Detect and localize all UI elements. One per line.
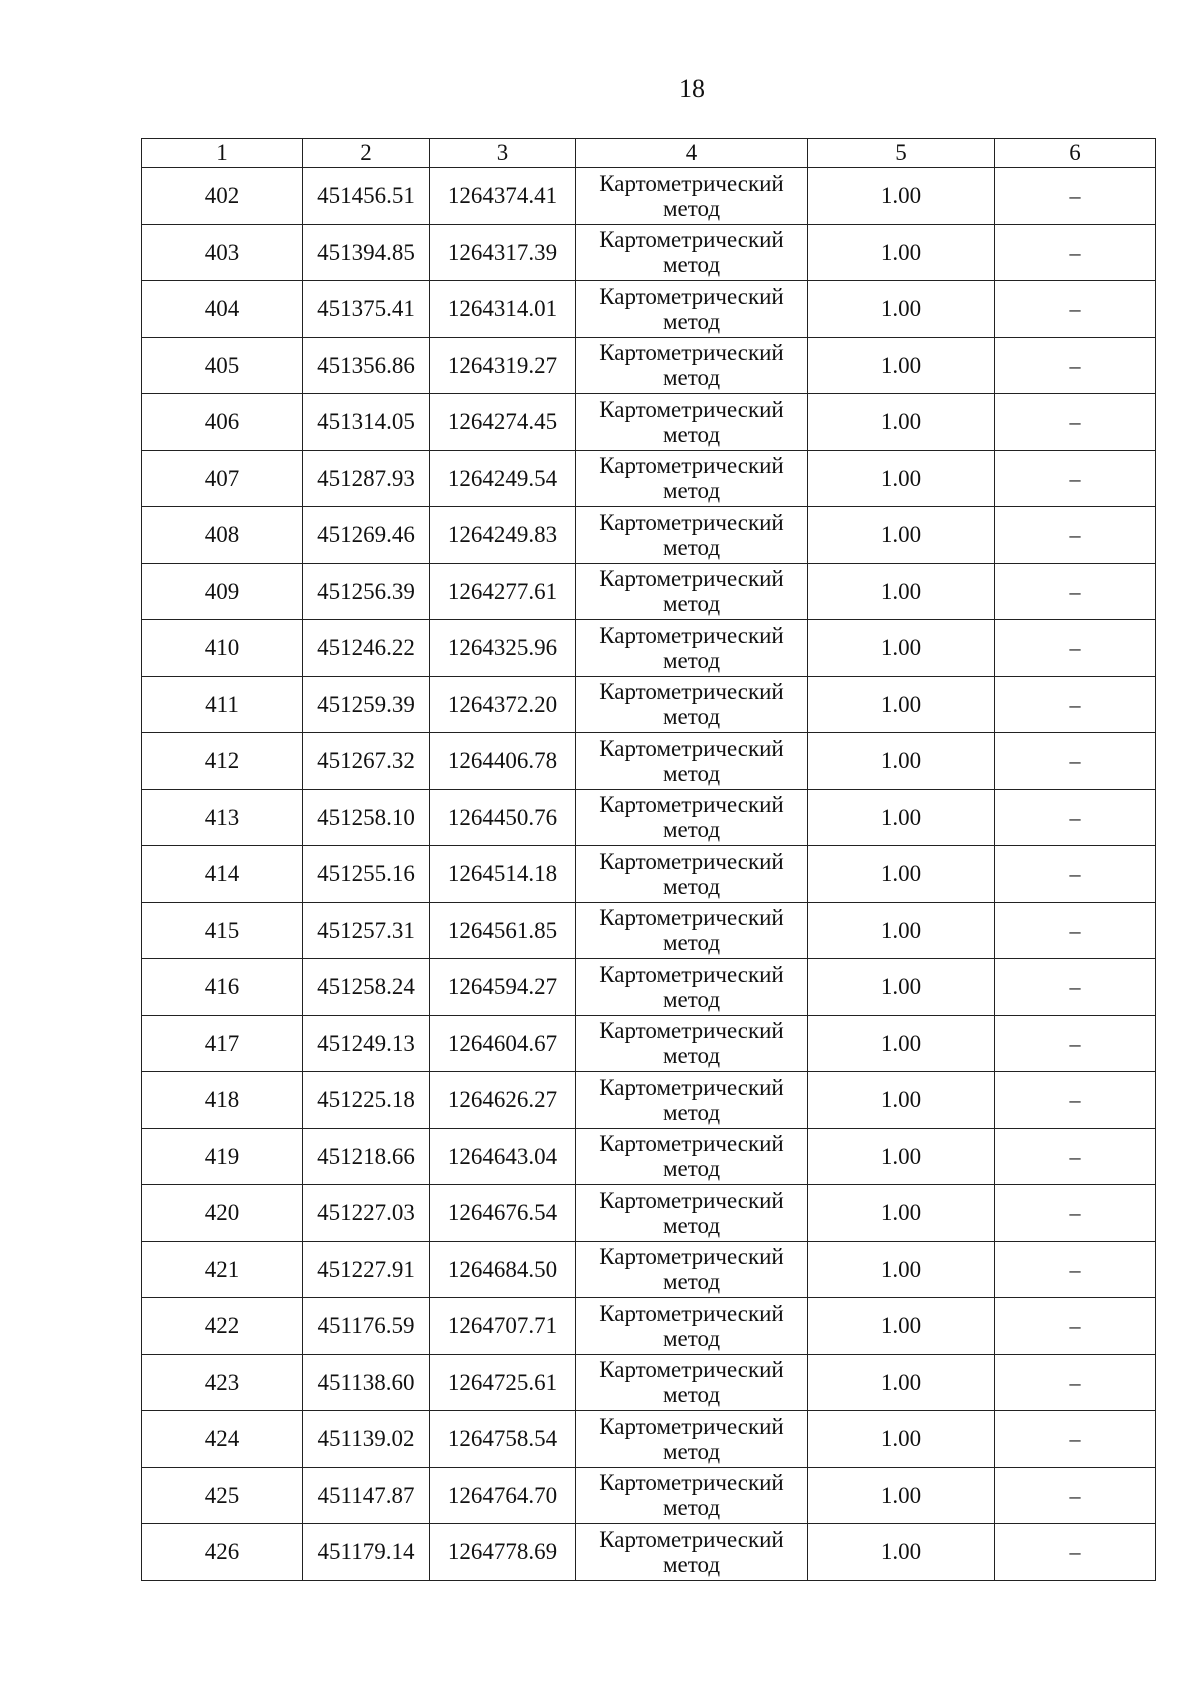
accuracy-cell: 1.00	[808, 450, 995, 507]
accuracy-cell: 1.00	[808, 676, 995, 733]
table-row	[142, 1298, 1156, 1355]
description-cell: –	[995, 1185, 1156, 1242]
y-coordinate-cell: 1264707.71	[430, 1298, 576, 1355]
method-cell: Картометрический метод	[576, 733, 808, 790]
description-cell: –	[995, 620, 1156, 677]
point-number-cell: 423	[142, 1354, 303, 1411]
table-row	[142, 620, 1156, 677]
y-coordinate-cell: 1264406.78	[430, 733, 576, 790]
description-cell: –	[995, 1072, 1156, 1129]
description-cell: –	[995, 563, 1156, 620]
point-number-cell: 416	[142, 959, 303, 1016]
x-coordinate-cell: 451258.10	[303, 789, 430, 846]
accuracy-cell: 1.00	[808, 1298, 995, 1355]
point-number-cell: 424	[142, 1411, 303, 1468]
accuracy-cell: 1.00	[808, 1015, 995, 1072]
method-cell: Картометрический метод	[576, 1072, 808, 1129]
x-coordinate-cell: 451257.31	[303, 902, 430, 959]
table-row	[142, 563, 1156, 620]
x-coordinate-cell: 451267.32	[303, 733, 430, 790]
method-cell: Картометрический метод	[576, 1185, 808, 1242]
accuracy-cell: 1.00	[808, 620, 995, 677]
x-coordinate-cell: 451287.93	[303, 450, 430, 507]
table-row	[142, 1128, 1156, 1185]
x-coordinate-cell: 451356.86	[303, 337, 430, 394]
x-coordinate-cell: 451139.02	[303, 1411, 430, 1468]
method-cell: Картометрический метод	[576, 1128, 808, 1185]
y-coordinate-cell: 1264604.67	[430, 1015, 576, 1072]
point-number-cell: 403	[142, 224, 303, 281]
x-coordinate-cell: 451456.51	[303, 168, 430, 225]
y-coordinate-cell: 1264725.61	[430, 1354, 576, 1411]
accuracy-cell: 1.00	[808, 281, 995, 338]
accuracy-cell: 1.00	[808, 563, 995, 620]
y-coordinate-cell: 1264372.20	[430, 676, 576, 733]
table-row	[142, 450, 1156, 507]
point-number-cell: 426	[142, 1524, 303, 1581]
table-row	[142, 168, 1156, 225]
x-coordinate-cell: 451256.39	[303, 563, 430, 620]
method-cell: Картометрический метод	[576, 1015, 808, 1072]
accuracy-cell: 1.00	[808, 1411, 995, 1468]
column-header-3: 3	[430, 139, 576, 168]
y-coordinate-cell: 1264249.83	[430, 507, 576, 564]
table-row	[142, 337, 1156, 394]
y-coordinate-cell: 1264626.27	[430, 1072, 576, 1129]
table-row	[142, 902, 1156, 959]
point-number-cell: 415	[142, 902, 303, 959]
accuracy-cell: 1.00	[808, 1524, 995, 1581]
accuracy-cell: 1.00	[808, 1128, 995, 1185]
point-number-cell: 421	[142, 1241, 303, 1298]
point-number-cell: 419	[142, 1128, 303, 1185]
table-body	[142, 168, 1156, 1581]
accuracy-cell: 1.00	[808, 1185, 995, 1242]
page-number: 18	[679, 74, 705, 103]
x-coordinate-cell: 451249.13	[303, 1015, 430, 1072]
y-coordinate-cell: 1264643.04	[430, 1128, 576, 1185]
y-coordinate-cell: 1264561.85	[430, 902, 576, 959]
point-number-cell: 420	[142, 1185, 303, 1242]
y-coordinate-cell: 1264514.18	[430, 846, 576, 903]
point-number-cell: 413	[142, 789, 303, 846]
x-coordinate-cell: 451227.03	[303, 1185, 430, 1242]
method-cell: Картометрический метод	[576, 1467, 808, 1524]
method-cell: Картометрический метод	[576, 1354, 808, 1411]
column-header-4: 4	[576, 139, 808, 168]
x-coordinate-cell: 451259.39	[303, 676, 430, 733]
column-header-1: 1	[142, 139, 303, 168]
method-cell: Картометрический метод	[576, 563, 808, 620]
table-row	[142, 1524, 1156, 1581]
x-coordinate-cell: 451375.41	[303, 281, 430, 338]
x-coordinate-cell: 451179.14	[303, 1524, 430, 1581]
table-row	[142, 1015, 1156, 1072]
method-cell: Картометрический метод	[576, 224, 808, 281]
method-cell: Картометрический метод	[576, 959, 808, 1016]
description-cell: –	[995, 1128, 1156, 1185]
method-cell: Картометрический метод	[576, 1241, 808, 1298]
accuracy-cell: 1.00	[808, 507, 995, 564]
point-number-cell: 408	[142, 507, 303, 564]
method-cell: Картометрический метод	[576, 846, 808, 903]
table-row	[142, 1354, 1156, 1411]
description-cell: –	[995, 789, 1156, 846]
y-coordinate-cell: 1264450.76	[430, 789, 576, 846]
method-cell: Картометрический метод	[576, 620, 808, 677]
table-row	[142, 1185, 1156, 1242]
y-coordinate-cell: 1264676.54	[430, 1185, 576, 1242]
description-cell: –	[995, 1467, 1156, 1524]
description-cell: –	[995, 168, 1156, 225]
description-cell: –	[995, 1411, 1156, 1468]
y-coordinate-cell: 1264277.61	[430, 563, 576, 620]
point-number-cell: 405	[142, 337, 303, 394]
x-coordinate-cell: 451246.22	[303, 620, 430, 677]
y-coordinate-cell: 1264325.96	[430, 620, 576, 677]
method-cell: Картометрический метод	[576, 168, 808, 225]
accuracy-cell: 1.00	[808, 394, 995, 451]
description-cell: –	[995, 1354, 1156, 1411]
accuracy-cell: 1.00	[808, 1241, 995, 1298]
x-coordinate-cell: 451225.18	[303, 1072, 430, 1129]
table-row	[142, 789, 1156, 846]
description-cell: –	[995, 507, 1156, 564]
description-cell: –	[995, 1015, 1156, 1072]
accuracy-cell: 1.00	[808, 1467, 995, 1524]
method-cell: Картометрический метод	[576, 281, 808, 338]
x-coordinate-cell: 451218.66	[303, 1128, 430, 1185]
description-cell: –	[995, 450, 1156, 507]
method-cell: Картометрический метод	[576, 1298, 808, 1355]
column-header-5: 5	[808, 139, 995, 168]
point-number-cell: 411	[142, 676, 303, 733]
method-cell: Картометрический метод	[576, 394, 808, 451]
description-cell: –	[995, 846, 1156, 903]
accuracy-cell: 1.00	[808, 1072, 995, 1129]
accuracy-cell: 1.00	[808, 224, 995, 281]
accuracy-cell: 1.00	[808, 846, 995, 903]
description-cell: –	[995, 337, 1156, 394]
table-row	[142, 846, 1156, 903]
method-cell: Картометрический метод	[576, 507, 808, 564]
y-coordinate-cell: 1264684.50	[430, 1241, 576, 1298]
x-coordinate-cell: 451147.87	[303, 1467, 430, 1524]
x-coordinate-cell: 451314.05	[303, 394, 430, 451]
column-header-2: 2	[303, 139, 430, 168]
point-number-cell: 417	[142, 1015, 303, 1072]
y-coordinate-cell: 1264764.70	[430, 1467, 576, 1524]
accuracy-cell: 1.00	[808, 337, 995, 394]
description-cell: –	[995, 959, 1156, 1016]
y-coordinate-cell: 1264249.54	[430, 450, 576, 507]
table-row	[142, 1072, 1156, 1129]
accuracy-cell: 1.00	[808, 733, 995, 790]
table-row	[142, 676, 1156, 733]
method-cell: Картометрический метод	[576, 1524, 808, 1581]
description-cell: –	[995, 1524, 1156, 1581]
method-cell: Картометрический метод	[576, 1411, 808, 1468]
table-row	[142, 1241, 1156, 1298]
table-row	[142, 281, 1156, 338]
x-coordinate-cell: 451269.46	[303, 507, 430, 564]
description-cell: –	[995, 224, 1156, 281]
point-number-cell: 406	[142, 394, 303, 451]
x-coordinate-cell: 451258.24	[303, 959, 430, 1016]
table-row	[142, 394, 1156, 451]
description-cell: –	[995, 676, 1156, 733]
table-row	[142, 1411, 1156, 1468]
point-number-cell: 425	[142, 1467, 303, 1524]
y-coordinate-cell: 1264274.45	[430, 394, 576, 451]
point-number-cell: 410	[142, 620, 303, 677]
table-row	[142, 1467, 1156, 1524]
table-header-row	[142, 139, 1156, 168]
accuracy-cell: 1.00	[808, 168, 995, 225]
y-coordinate-cell: 1264758.54	[430, 1411, 576, 1468]
x-coordinate-cell: 451255.16	[303, 846, 430, 903]
method-cell: Картометрический метод	[576, 450, 808, 507]
y-coordinate-cell: 1264317.39	[430, 224, 576, 281]
accuracy-cell: 1.00	[808, 959, 995, 1016]
x-coordinate-cell: 451227.91	[303, 1241, 430, 1298]
y-coordinate-cell: 1264319.27	[430, 337, 576, 394]
method-cell: Картометрический метод	[576, 676, 808, 733]
y-coordinate-cell: 1264374.41	[430, 168, 576, 225]
description-cell: –	[995, 394, 1156, 451]
table-row	[142, 733, 1156, 790]
description-cell: –	[995, 1241, 1156, 1298]
table-row	[142, 507, 1156, 564]
method-cell: Картометрический метод	[576, 337, 808, 394]
x-coordinate-cell: 451176.59	[303, 1298, 430, 1355]
accuracy-cell: 1.00	[808, 789, 995, 846]
description-cell: –	[995, 281, 1156, 338]
x-coordinate-cell: 451394.85	[303, 224, 430, 281]
point-number-cell: 404	[142, 281, 303, 338]
x-coordinate-cell: 451138.60	[303, 1354, 430, 1411]
description-cell: –	[995, 902, 1156, 959]
accuracy-cell: 1.00	[808, 1354, 995, 1411]
coordinates-table	[141, 138, 1156, 1581]
point-number-cell: 414	[142, 846, 303, 903]
y-coordinate-cell: 1264594.27	[430, 959, 576, 1016]
table-row	[142, 224, 1156, 281]
method-cell: Картометрический метод	[576, 789, 808, 846]
accuracy-cell: 1.00	[808, 902, 995, 959]
table-row	[142, 959, 1156, 1016]
point-number-cell: 407	[142, 450, 303, 507]
point-number-cell: 422	[142, 1298, 303, 1355]
y-coordinate-cell: 1264778.69	[430, 1524, 576, 1581]
description-cell: –	[995, 733, 1156, 790]
column-header-6: 6	[995, 139, 1156, 168]
point-number-cell: 418	[142, 1072, 303, 1129]
method-cell: Картометрический метод	[576, 902, 808, 959]
point-number-cell: 409	[142, 563, 303, 620]
y-coordinate-cell: 1264314.01	[430, 281, 576, 338]
point-number-cell: 412	[142, 733, 303, 790]
description-cell: –	[995, 1298, 1156, 1355]
point-number-cell: 402	[142, 168, 303, 225]
